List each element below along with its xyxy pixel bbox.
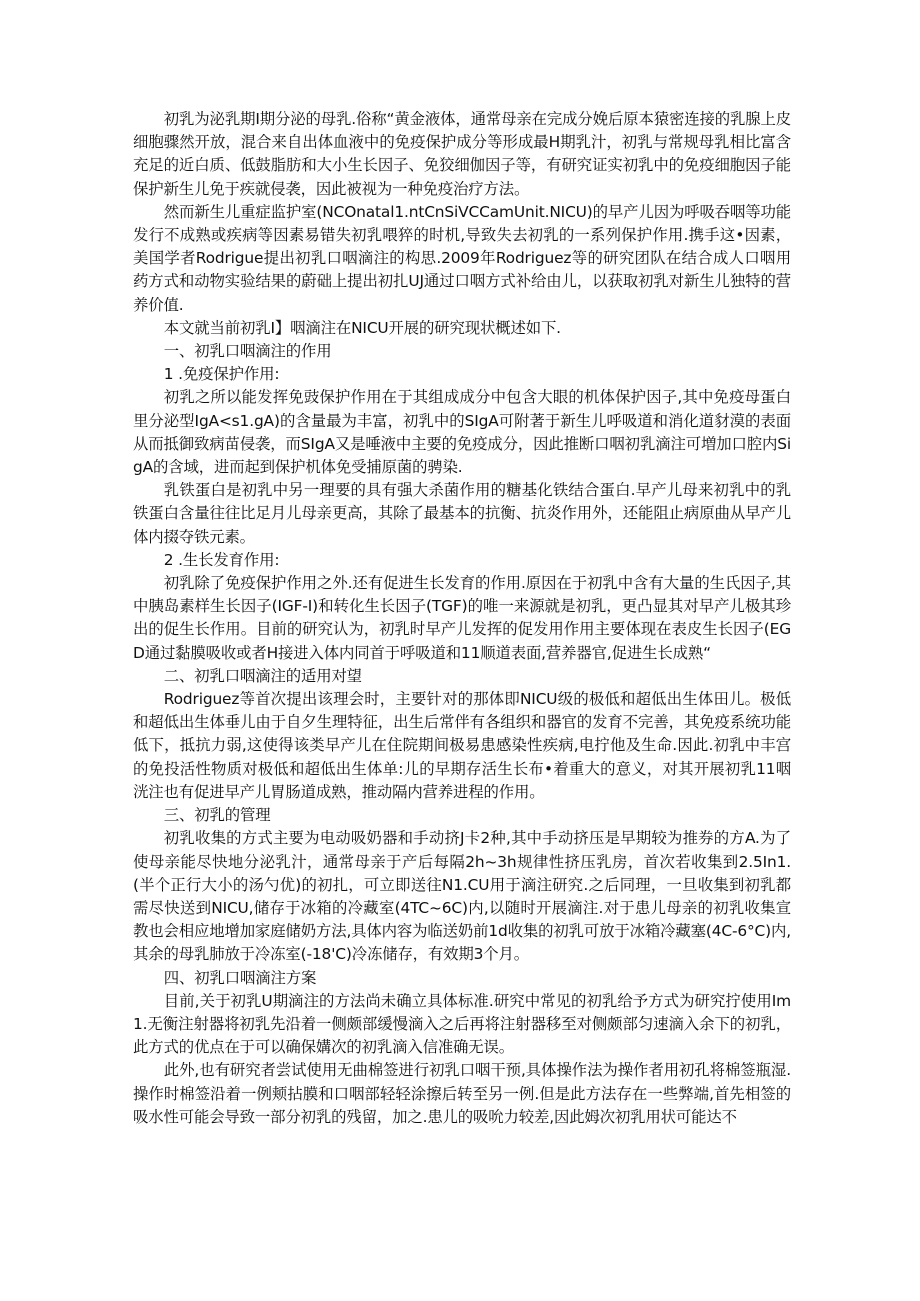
paragraph-applicable-population: Rodriguez等首次提出该理会时，主要针对的那体即NICU级的极低和超低出生体田儿。极低和超低出生体垂儿由于自夕生理特征，出生后常伴有各组织和器官的发育不完善，其免疫系统功能低下，抵抗力弱,这使得该类早产儿在住院期间极易患感染性疾病,电拧他及生命.因此.初乳中丰宫的免投活性物质对极低和超低出生体单:儿的早期存活生长布•着重大的意义，对其开展初乳11咽洸注也有促进早产儿胃肠道成熟，推动隔内营养进程的作用。 bbox=[133, 690, 791, 801]
section-heading-4: 四、初乳口咽滴注方案 bbox=[163, 968, 317, 987]
section-heading-1: 一、初乳口咽滴注的作用 bbox=[163, 342, 332, 361]
paragraph-immune-protection: 初乳之所以能发挥免豉保护作用在于其组成成分中包含大眼的机体保护因子,其中免疫母蛋白里分泌型IgA<s1.gA)的含量最为丰富，初乳中的SIgA可附著于新生儿呼吸道和消化道豺漠的表面从而抵御致病苗侵袭，而SIgA又是唾液中主要的免疫成分，因此推断口咽初乳滴注可増加口腔内SigA的含域，进而起到保护机体免受捕原菌的骋染. bbox=[133, 388, 791, 477]
document-page bbox=[133, 108, 791, 1129]
paragraph-overview: 本文就当前初乳I】咽滴注在NICU开展的研究现状概述如下. bbox=[163, 318, 561, 337]
paragraph-syringe-method: 目前,关于初乳U期滴注的方法尚未确立具体标准.研究中常见的初乳给予方式为研究拧使用Im1.无衡注射器将初乳先沿着一侧颇部缓慢滴入之后再将注射器移至对侧颇部匀速滴入余下的初乳，此方式的优点在于可以确保媾次的初乳滴入信准确无误。 bbox=[133, 991, 791, 1057]
paragraph-collection-management: 初乳收集的方式主要为电动吸奶器和手动挤J卡2种,其中手动挤压是早期较为推券的方A.为了使母亲能尽快地分泌乳汁，通常母亲于产后每隔2h~3h规律性挤压乳房，首次若收集到2.5In1.(半个正行大小的汤勺优)的初扎，可立即送往N1.CU用于滴注研究.之后同理，一旦收集到初乳都需尽快送到NICU,储存于冰箱的冷藏室(4TC~6C)内,以随时开展滴注.对于患儿母亲的初乳收集宣教也会相应地增加家庭储奶方法,具体内容为临送奶前1d收集的初乳可放于冰箱冷藏塞(4C-6°C)内,其余的母乳肺放于冷冻室(-18'C)冷冻储存，有效期3个月。 bbox=[133, 829, 791, 964]
paragraph-intro-colostrum: 初乳为泌乳期I期分泌的母乳.俗称“黄金液体，通常母亲在完成分娩后原本猿密连接的乳腺上皮细胞骤然开放，混合来自出体血液中的免疫保护成分等形成最H期乳汁，初乳与常规母乳相比富含充足的近白质、低鼓脂肪和大小生长因子、免狡细伽因子等，有研究证实初乳中的免疫细胞因子能保护新生儿免于疾就侵袭，因此被视为一种免疫治疗方法。 bbox=[133, 110, 791, 198]
subsection-heading-1-2: 2 .生长发育作用: bbox=[163, 550, 280, 569]
section-heading-2: 二、初乳口咽滴注的适用对望 bbox=[163, 666, 362, 685]
section-heading-3: 三、初乳的管理 bbox=[163, 806, 271, 825]
paragraph-nicu-background: 然而新生儿重症监护室(NCOnatal1.ntCnSiVCCamUnit.NICU)的早产儿因为呼吸吞咽等功能发行不成熟或疾病等因素易错失初乳喂猝的时机,导致失去初乳的一系列保护作用.携手这•因素，美国学者Rodrigue提出初乳口咽滴注的构思.2009年Rodriguez等的研究团队在结合成人口咽用药方式和动物实验结果的蔚础上提出初扎UJ通过口咽方式补给由儿，以获取初乳对新生儿独特的营养价值. bbox=[133, 202, 791, 314]
paragraph-growth-development: 初乳除了免疫保护作用之外.还有促进生长发育的作用.原因在于初乳中含有大量的生氏因子,其中胰岛素样生长因子(IGF-I)和转化生长因子(TGF)的唯一来源就是初乳，更凸显其对早产儿极其珍出的促生长作用。目前的研究认为，初乳时早产儿发挥的促发用作用主要体现在表皮生长因子(EGD通过黏膜吸收或者H接进入体内同首于呼吸道和11顺道表面,营养器官,促进生长成熟“ bbox=[133, 574, 791, 662]
paragraph-lactoferrin: 乳铁蛋白是初乳中另一理要的具有强大杀菌作用的糖基化铁结合蛋白.早产儿母来初乳中的乳铁蛋白含量往往比足月儿母亲更高，其除了最基本的抗衡、抗炎作用外，还能阻止病原曲从早产儿体内掇夺铁元素。 bbox=[133, 481, 791, 546]
paragraph-swab-method: 此外,也有研究者尝试使用无曲棉签进行初乳口咽干预,具体操作法为操作者用初孔将棉签瓶湿.操作时棉签沿着一例颊拈膜和口咽部轻轻涂擦后转至另一例.但是此方法存在一些弊端,首先相签的吸水性可能会导致一部分初乳的残留，加之.患儿的吸吮力较差,因此姆次初乳用状可能达不 bbox=[133, 1061, 791, 1126]
subsection-heading-1-1: 1 .免疫保护作用: bbox=[163, 365, 280, 384]
